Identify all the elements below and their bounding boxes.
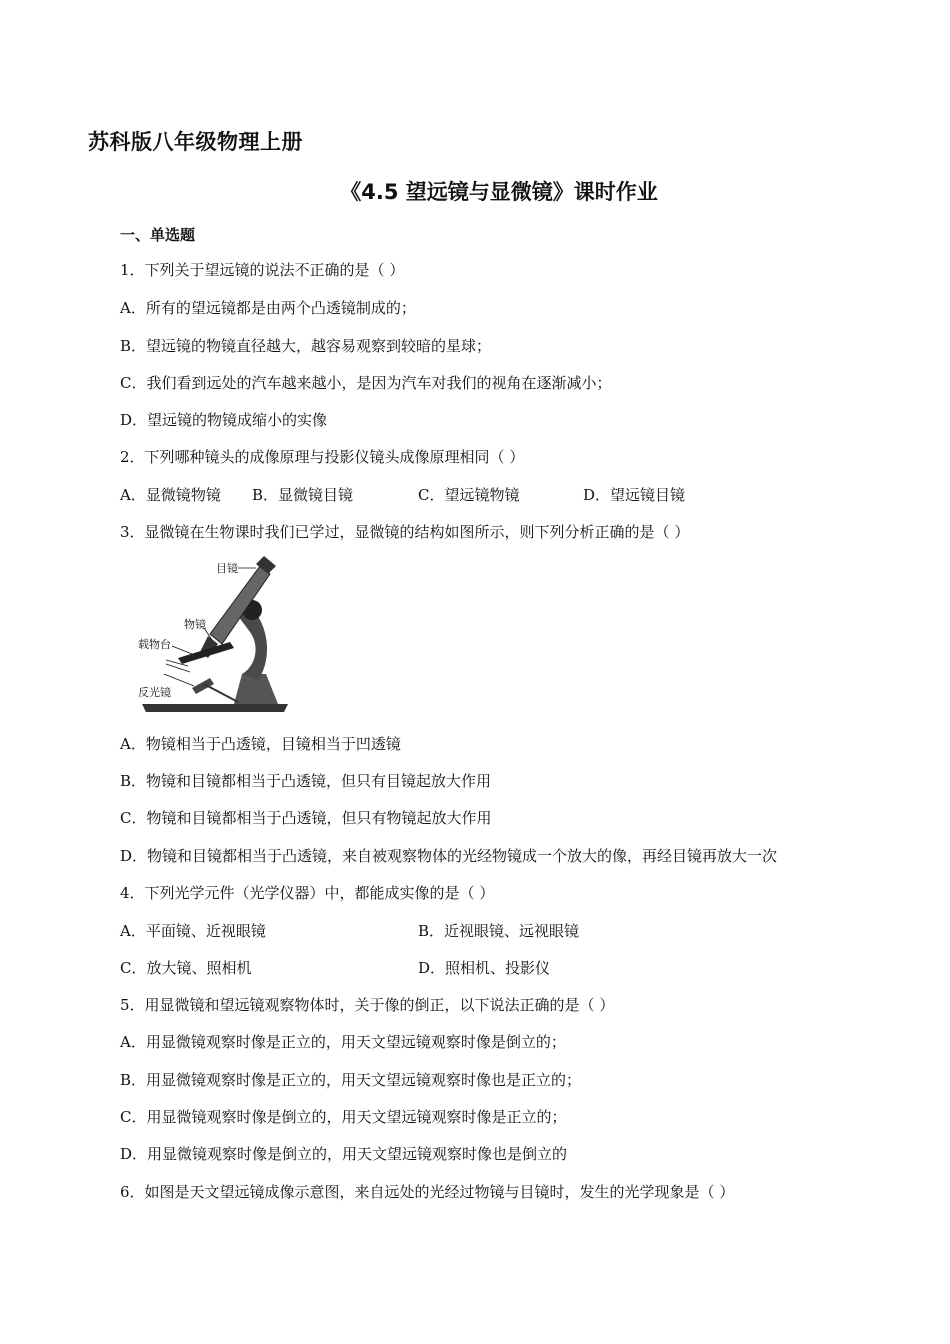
q4-stem: 4．下列光学元件（光学仪器）中，都能成实像的是（ ）: [120, 884, 495, 902]
q5-option-a: A．用显微镜观察时像是正立的，用天文望远镜观察时像是倒立的；: [120, 1033, 566, 1051]
q4-option-d: D．照相机、投影仪: [418, 959, 551, 977]
q2-option-d: D．望远镜目镜: [583, 486, 686, 504]
q5-option-d: D．用显微镜观察时像是倒立的，用天文望远镜观察时像也是倒立的: [120, 1145, 568, 1163]
microscope-base: [142, 704, 288, 712]
q1-stem: 1．下列关于望远镜的说法不正确的是（ ）: [120, 261, 405, 279]
q4-option-c: C．放大镜、照相机: [120, 959, 252, 977]
q3-option-c: C．物镜和目镜都相当于凸透镜，但只有物镜起放大作用: [120, 809, 492, 827]
q5-option-c: C．用显微镜观察时像是倒立的，用天文望远镜观察时像是正立的；: [120, 1108, 567, 1126]
q2-option-a: A．显微镜物镜: [120, 486, 221, 504]
q1-option-c: C．我们看到远处的汽车越来越小，是因为汽车对我们的视角在逐渐减小；: [120, 374, 612, 392]
label-objective: 物镜: [184, 618, 206, 631]
label-stage: 载物台: [138, 638, 171, 651]
q3-option-d: D．物镜和目镜都相当于凸透镜，来自被观察物体的光经物镜成一个放大的像，再经目镜再放大一次: [120, 847, 778, 865]
microscope-figure: [138, 556, 298, 716]
q3-stem: 3．显微镜在生物课时我们已学过，显微镜的结构如图所示，则下列分析正确的是（ ）: [120, 523, 690, 541]
q4-option-a: A．平面镜、近视眼镜: [120, 922, 266, 940]
book-title: 苏科版八年级物理上册: [88, 130, 303, 154]
q4-option-b: B．近视眼镜、远视眼镜: [418, 922, 580, 940]
q1-option-d: D．望远镜的物镜成缩小的实像: [120, 411, 328, 429]
q1-option-a: A．所有的望远镜都是由两个凸透镜制成的；: [120, 299, 416, 317]
q3-option-b: B．物镜和目镜都相当于凸透镜，但只有目镜起放大作用: [120, 772, 492, 790]
q6-stem: 6．如图是天文望远镜成像示意图，来自远处的光经过物镜与目镜时，发生的光学现象是（ ）: [120, 1183, 735, 1201]
section-heading: 一、单选题: [120, 226, 196, 244]
lesson-title: 《4.5 望远镜与显微镜》课时作业: [340, 180, 658, 204]
q1-option-b: B．望远镜的物镜直径越大，越容易观察到较暗的星球；: [120, 337, 492, 355]
label-eyepiece: 目镜: [216, 562, 238, 575]
mirror-shape: [192, 678, 214, 694]
q2-stem: 2．下列哪种镜头的成像原理与投影仪镜头成像原理相同（ ）: [120, 448, 525, 466]
q2-option-b: B．显微镜目镜: [252, 486, 354, 504]
q2-option-c: C．望远镜物镜: [418, 486, 520, 504]
q3-option-a: A．物镜相当于凸透镜，目镜相当于凹透镜: [120, 735, 401, 753]
q5-option-b: B．用显微镜观察时像是正立的，用天文望远镜观察时像也是正立的；: [120, 1071, 582, 1089]
q5-stem: 5．用显微镜和望远镜观察物体时，关于像的倒正，以下说法正确的是（ ）: [120, 996, 615, 1014]
label-mirror: 反光镜: [138, 686, 171, 699]
